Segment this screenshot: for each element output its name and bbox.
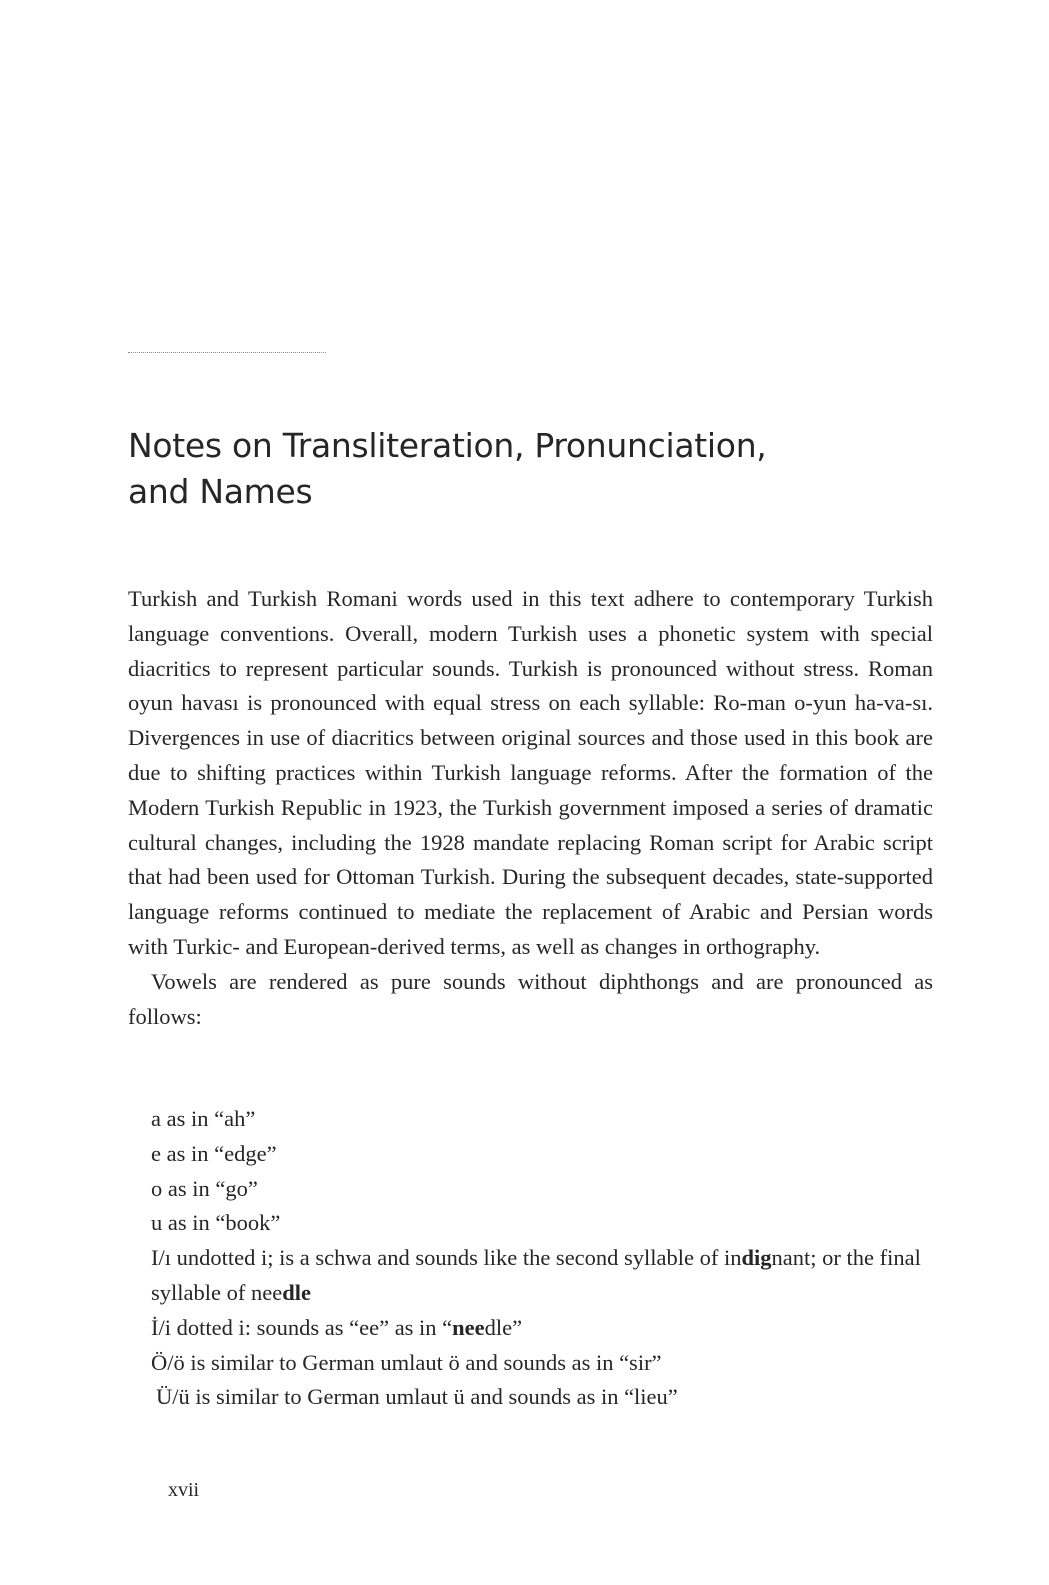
paragraph-orthography: Turkish and Turkish Romani words used in this text adhere to contemporary Turkish language conventions. Overall, modern Turkish uses a phonetic system with special diacritics to represent particular sounds. Turkish is pronounced without stress. Roman oyun havası is pronounced with equal stress on each syllable: Ro-man o-yun ha-va-sı. Divergences in use of diacritics between original sources and those used in this book are due to shifting practices within Turkish language reforms. After the formation of the Modern Turkish Republic in 1923, the Turkish government imposed a series of dramatic cultural changes, including the 1928 mandate replacing Roman script for Arabic script that had been used for Ottoman Turkish. During the subsequent decades, state-supported language reforms continued to mediate the replacement of Arabic and Persian words with Turkic- and European-derived terms, as well as changes in orthography. — [128, 586, 933, 959]
paragraph-vowels-intro: Vowels are rendered as pure sounds without diphthongs and are pronounced as follows: — [128, 968, 933, 1029]
vowel-item-o: o as in “go” — [151, 1175, 258, 1201]
vowel-item-dotted-i — [151, 1311, 933, 1346]
chapter-title-line-2: and Names — [128, 472, 313, 511]
vowel-item-a: a as in “ah” — [151, 1106, 256, 1131]
vowel-undotted-i-text-1: I/ı undotted i; is a schwa and sounds like the second syllable of in — [151, 1245, 742, 1271]
vowel-item-u: u as in “book” — [151, 1210, 281, 1236]
vowel-item-e: e as in “edge” — [151, 1140, 277, 1166]
chapter-title-line-1: Notes on Transliteration, Pronunciation, — [128, 426, 767, 465]
vowel-item-u-umlaut: Ü/ü is similar to German umlaut ü and sounds as in “lieu” — [156, 1384, 678, 1410]
vowel-item-o-umlaut: Ö/ö is similar to German umlaut ö and sounds as in “sir” — [151, 1349, 662, 1375]
vowel-list — [151, 1102, 933, 1415]
vowel-dotted-i-text-1: İ/i dotted i: sounds as “ee” as in “ — [151, 1314, 453, 1340]
page-number: xvii — [168, 1479, 200, 1501]
vowel-dotted-i-emphasis: nee — [452, 1314, 485, 1340]
section-divider — [128, 352, 326, 353]
vowel-undotted-i-emphasis-1: dig — [741, 1245, 772, 1271]
vowel-dotted-i-text-2: dle” — [484, 1314, 523, 1340]
vowel-undotted-i-emphasis-2: dle — [282, 1279, 311, 1305]
vowel-undotted-i-text-2: nant; or the final syllable of nee — [151, 1245, 921, 1305]
vowel-item-undotted-i — [151, 1241, 933, 1311]
chapter-title — [128, 423, 888, 515]
body-text — [128, 582, 933, 1034]
